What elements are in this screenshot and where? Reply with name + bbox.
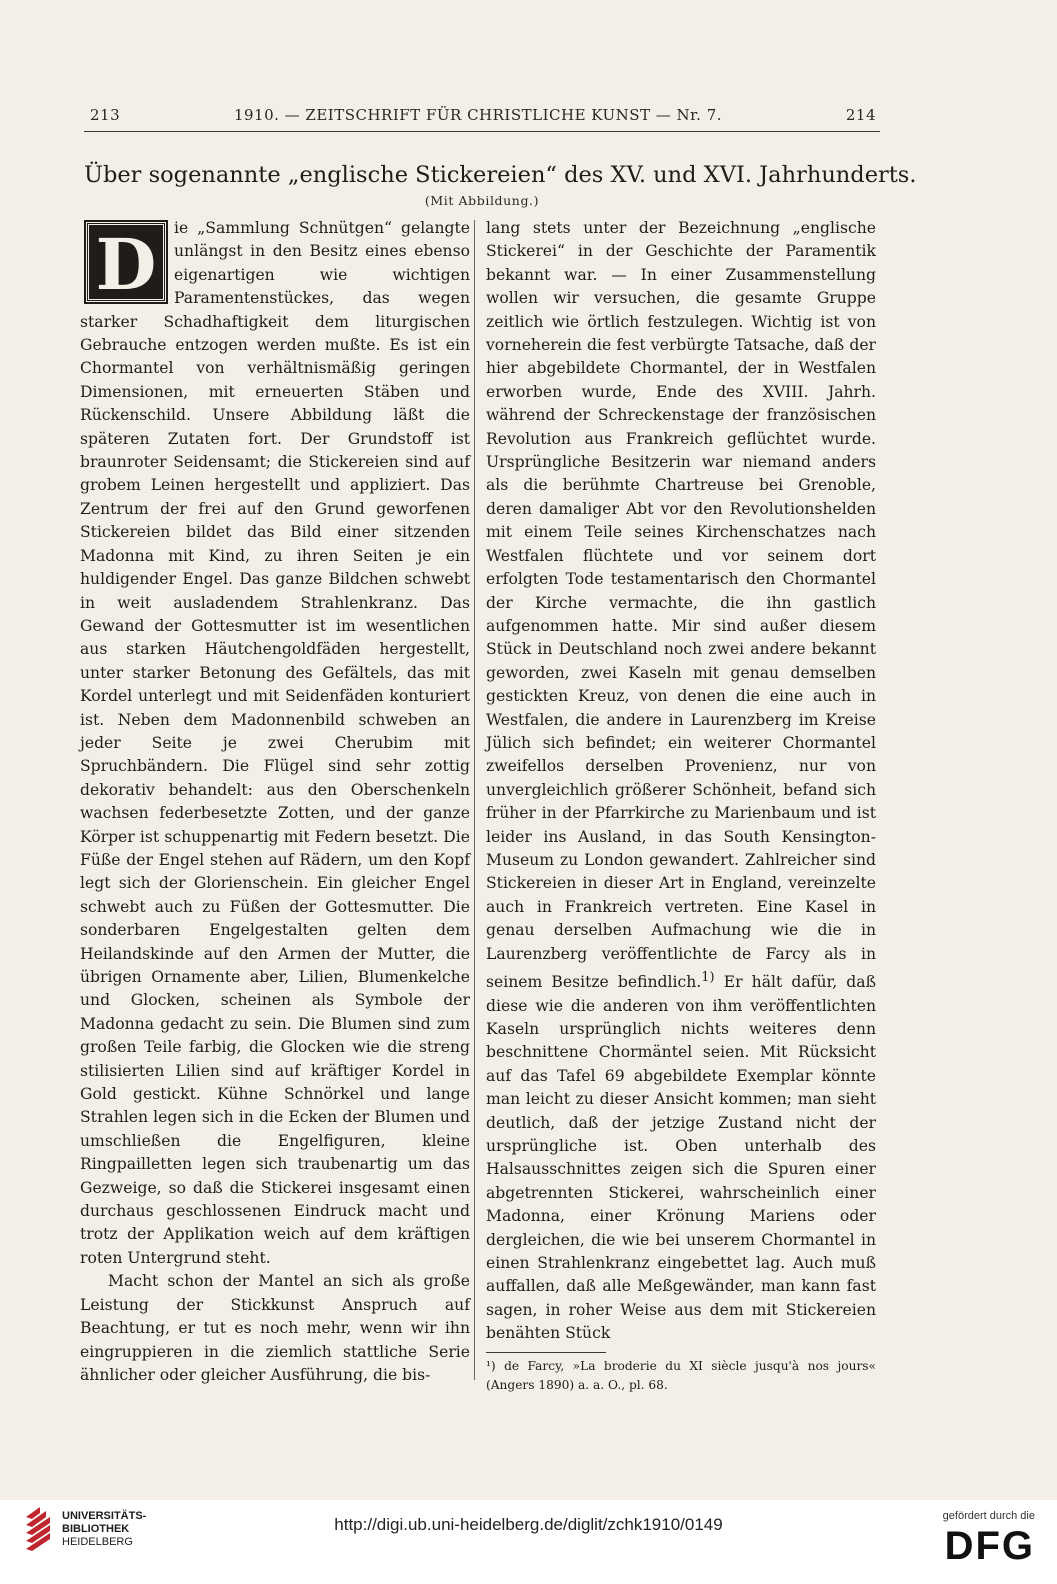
paragraph-text: Er hält dafür, daß diese wie die anderen von ihm veröffentlichten Kaseln ursprünglich nichts weiteres denn beschnittene Chormäntel seien. Mit Rücksicht auf das Tafel 69 abgebildete Exemplar könnte man leicht zu dieser Ansicht kommen; man sieht deutlich, daß der jetzige Zustand nicht der ursprüngliche ist. Oben unterhalb des Halsausschnittes zeigen sich die Spuren einer abgetrennten Stickerei, wahrscheinlich einer Madonna, einer Krönung Mariens oder dergleichen, die wie bei unserem Chormantel in einen Strahlenkranz eingebettet lag. Auch muß auffallen, daß alle Meßgewänder, man kann fast sagen, in roher Weise aus dem mit Stickereien benähten Stück (486, 973, 876, 1343)
library-name-line: UNIVERSITÄTS- (62, 1510, 147, 1522)
footnote-ref: 1) (701, 970, 715, 985)
paragraph (486, 217, 876, 1346)
drop-cap-initial: D (86, 222, 166, 302)
footnote-rule (486, 1352, 606, 1353)
paragraph (80, 217, 470, 1270)
page-number-left: 213 (90, 106, 121, 124)
column-divider (474, 220, 475, 1380)
dfg-logo: DFG (944, 1524, 1035, 1568)
article-subtitle: (Mit Abbildung.) (424, 193, 540, 208)
article-title: Über sogenannte „englische Stickereien“ des XV. und XVI. Jahrhunderts. (84, 162, 917, 188)
paragraph-text: ie „Sammlung Schnütgen“ gelangte unlängst in den Besitz eines ebenso eigenartigen wie wichtigen Paramentenstückes, das wegen starker Schadhaftigkeit dem liturgischen Gebrauche entzogen werden mußte. Es ist ein Chormantel von verhältnismäßig geringen Dimensionen, mit erneuerten Stäben und Rückenschild. Unsere Abbildung läßt die späteren Zutaten fort. Der Grundstoff ist braunroter Seidensamt; die Stickereien sind auf grobem Leinen hergestellt und appliziert. Das Zentrum der frei auf den Grund geworfenen Stickereien bildet das Bild einer sitzenden Madonna mit Kind, zu ihren Seiten je ein huldigender Engel. Das ganze Bildchen schwebt in weit ausladendem Strahlenkranz. Das Gewand der Gottesmutter ist im wesentlichen aus starken Häutchengoldfäden hergestellt, unter starker Betonung des Gefältels, das mit Kordel unterlegt und mit Seidenfäden konturiert ist. Neben dem Madonnenbild schweben an jeder Seite je zwei Cherubim mit Spruchbändern. Die Flügel sind sehr zottig dekorativ behandelt: aus den Oberschenkeln wachsen federbesetzte Zotten, und der ganze Körper ist schuppenartig mit Federn besetzt. Die Füße der Engel stehen auf Rädern, um den Kopf legt sich der Glorienschein. Ein gleicher Engel schwebt auch zu Füßen der Gottesmutter. Die sonderbaren Engelgestalten gelten dem Heilandskinde auf den Armen der Mutter, die übrigen Ornamente aber, Lilien, Blumenkelche und Glocken, scheinen als Symbole der Madonna gedacht zu sein. Die Blumen sind zum großen Teile farbig, die Glocken wie die streng stilisierten Lilien sind auf kräftiger Kordel in Gold gestickt. Kühne Schnörkel und lange Strahlen legen sich in die Ecken der Blumen und umschließen die Engelfiguren, kleine Ringpailletten legen sich traubenartig um das Gezweige, so daß die Stickerei insgesamt einen durchaus geschlossenen Eindruck macht und trotz der Applikation weich auf dem kräftigen roten Untergrund steht. (80, 219, 470, 1267)
library-name-line: HEIDELBERG (62, 1536, 133, 1548)
digitization-footer (0, 1500, 1057, 1584)
left-column (80, 217, 470, 1387)
paragraph: Macht schon der Mantel an sich als große Leistung der Stickkunst Anspruch auf Beachtung, er tut es noch mehr, wenn wir ihn eingruppieren in die ziemlich stattliche Serie ähnlicher oder gleicher Ausführung, die bis- (80, 1272, 470, 1384)
journal-header: 1910. — ZEITSCHRIFT FÜR CHRISTLICHE KUNST — Nr. 7. (233, 106, 723, 124)
funding-caption: gefördert durch die (942, 1510, 1035, 1522)
header-rule (84, 131, 880, 132)
right-column (486, 217, 876, 1395)
library-name-line: BIBLIOTHEK (62, 1523, 130, 1535)
page-number-right: 214 (845, 106, 876, 124)
permalink-url[interactable]: http://digi.ub.uni-heidelberg.de/diglit/zchk1910/0149 (334, 1515, 723, 1534)
paragraph-text: lang stets unter der Bezeichnung „englische Stickerei“ in der Geschichte der Paramentik bekannt war. — In einer Zusammenstellung wollen wir versuchen, die gesamte Gruppe zeitlich wie örtlich festzulegen. Wichtig ist von vorneherein die fest verbürgte Tatsache, daß der hier abgebildete Chormantel, der in Westfalen erworben wurde, Ende des XVIII. Jahrh. während der Schreckenstage der französischen Revolution aus Frankreich geflüchtet wurde. Ursprüngliche Besitzerin war niemand anders als die berühmte Chartreuse bei Grenoble, deren damaliger Abt vor den Revolutionshelden mit einem Teile seines Kirchenschatzes nach Westfalen flüchtete und vor seinem dort erfolgten Tode testamentarisch den Chormantel der Kirche vermachte, die ihn gastlich aufgenommen hatte. Mir sind außer diesem Stück in Deutschland noch zwei andere bekannt geworden, zwei Kaseln mit genau demselben gestickten Kreuz, von denen die eine auch in Westfalen, die andere in Laurenzberg im Kreise Jülich sich befindet; ein weiterer Chormantel zweifellos derselben Provenienz, nur von unvergleichlich größerer Schönheit, befand sich früher in der Pfarrkirche zu Marienbaum und ist leider ins Ausland, in das South Kensington-Museum zu London gewandert. Zahlreicher sind Stickereien in dieser Art in England, vereinzelte auch in Frankreich vertreten. Eine Kasel in genau derselben Aufmachung wie die in Laurenzberg veröffentlichte de Farcy als in seinem Besitze befindlich. (486, 219, 876, 992)
footnote: ¹) de Farcy, »La broderie du XI siècle jusqu'à nos jours« (Angers 1890) a. a. O., pl. 68. (486, 1358, 876, 1392)
running-head (78, 106, 878, 126)
